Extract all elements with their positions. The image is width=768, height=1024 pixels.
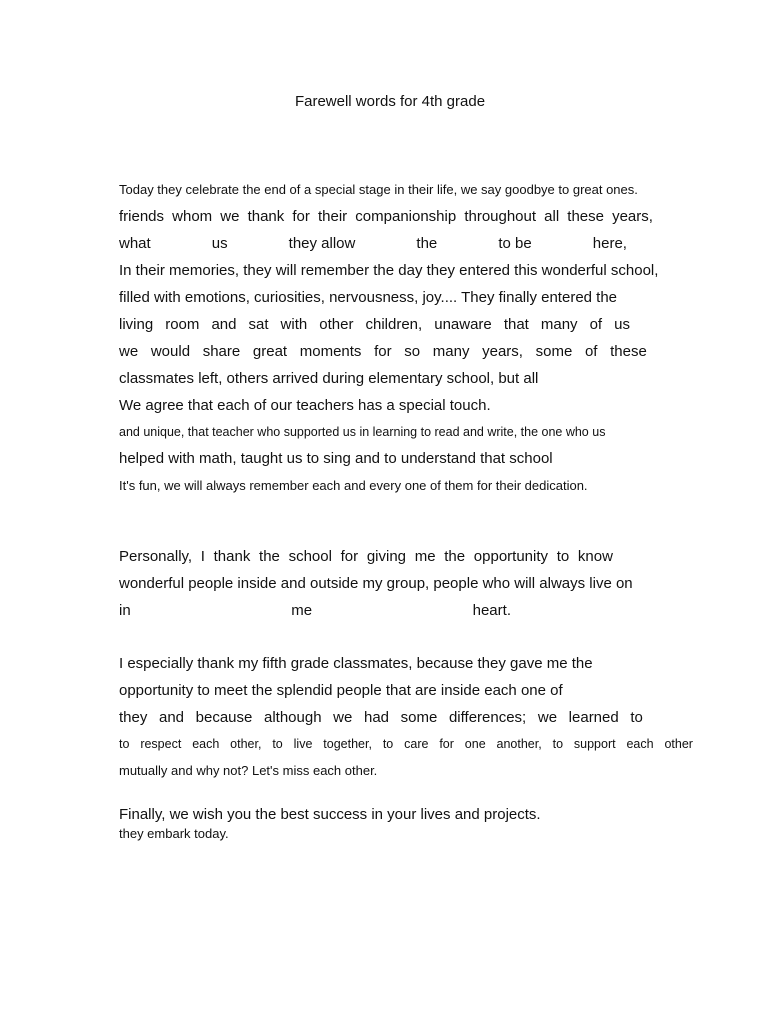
word: the (259, 548, 280, 565)
word: each (626, 737, 654, 751)
paragraph-1-line-10: and unique, that teacher who supported us in learning to read and write, the one who us (119, 425, 606, 439)
word: us (211, 235, 228, 252)
word: to (272, 737, 283, 751)
word: although (263, 709, 322, 726)
word: the (444, 548, 466, 565)
word: room (165, 316, 200, 333)
word: they (119, 709, 148, 726)
word: learned (568, 709, 619, 726)
word: other (319, 316, 354, 333)
word: support (573, 737, 616, 751)
word: moments (299, 343, 362, 360)
word: the (416, 235, 438, 252)
word: here, (592, 235, 627, 252)
paragraph-1-line-4: In their memories, they will remember the day they entered this wonderful school, (119, 262, 659, 279)
word: would (150, 343, 191, 360)
word: had (363, 709, 390, 726)
word: care (404, 737, 429, 751)
paragraph-1-line-3 (119, 235, 627, 253)
word: to (556, 548, 570, 565)
word: school (288, 548, 332, 565)
word: to (382, 737, 394, 751)
word: to (552, 737, 564, 751)
paragraph-1-line-12: It's fun, we will always remember each and every one of them for their dedication. (119, 478, 588, 493)
word: know (577, 548, 613, 565)
word: we (220, 208, 240, 225)
paragraph-1-line-1: Today they celebrate the end of a special stage in their life, we say goodbye to great ones. (119, 182, 638, 197)
word: Personally, (119, 548, 193, 565)
word: to (119, 737, 130, 751)
word: of (589, 316, 603, 333)
word: respect (140, 737, 182, 751)
paragraph-2-line-3 (119, 602, 511, 620)
word: share (202, 343, 241, 360)
paragraph-1-line-5: filled with emotions, curiosities, nervousness, joy.... They finally entered the (119, 289, 618, 306)
paragraph-4-line-2: they embark today. (119, 826, 229, 841)
word: many (432, 343, 470, 360)
word: so (404, 343, 421, 360)
paragraph-1-line-9: We agree that each of our teachers has a special touch. (119, 397, 491, 414)
word: living (119, 316, 154, 333)
paragraph-3-line-2: opportunity to meet the splendid people that are inside each one of (119, 682, 563, 699)
word: some (535, 343, 573, 360)
word: these (610, 343, 647, 360)
word: they allow (288, 235, 356, 252)
word: giving (366, 548, 407, 565)
word: their (318, 208, 348, 225)
word: thank (213, 548, 251, 565)
word: for (340, 548, 359, 565)
word: each (192, 737, 220, 751)
word: thank (247, 208, 285, 225)
word: years, (612, 208, 653, 225)
word: live (293, 737, 313, 751)
word: me (414, 548, 436, 565)
paragraph-4-line-1: Finally, we wish you the best success in your lives and projects. (119, 806, 541, 823)
word: me (291, 602, 313, 619)
word: heart. (472, 602, 511, 619)
word: because (195, 709, 253, 726)
paragraph-3-line-4 (119, 735, 693, 753)
word: for (292, 208, 310, 225)
word: another, (496, 737, 542, 751)
paragraph-3-line-1: I especially thank my fifth grade classmates, because they gave me the (119, 655, 593, 672)
word: other (664, 737, 693, 751)
word: I (200, 548, 205, 565)
word: opportunity (473, 548, 549, 565)
paragraph-1-line-8: classmates left, others arrived during elementary school, but all (119, 370, 539, 387)
paragraph-2-line-2: wonderful people inside and outside my group, people who will always live on (119, 575, 633, 592)
word: whom (172, 208, 213, 225)
word: together, (323, 737, 372, 751)
paragraph-1-line-7 (119, 343, 647, 361)
word: us (614, 316, 630, 333)
word: differences; (448, 709, 527, 726)
word: unaware (434, 316, 492, 333)
word: children, (365, 316, 423, 333)
word: for (374, 343, 392, 360)
paragraph-1-line-11: helped with math, taught us to sing and to understand that school (119, 450, 553, 467)
paragraph-3-line-5: mutually and why not? Let's miss each other. (119, 763, 378, 778)
word: to (630, 709, 643, 726)
word: years, (482, 343, 523, 360)
word: other, (230, 737, 262, 751)
word: what (119, 235, 151, 252)
word: all (544, 208, 560, 225)
document-title: Farewell words for 4th grade (294, 93, 486, 110)
word: for (439, 737, 454, 751)
word: we (333, 709, 353, 726)
word: in (119, 602, 131, 619)
word: throughout (464, 208, 537, 225)
paragraph-2-line-1 (119, 548, 613, 566)
word: and (211, 316, 237, 333)
word: friends (119, 208, 165, 225)
word: many (540, 316, 578, 333)
word: and (158, 709, 185, 726)
word: with (280, 316, 308, 333)
word: companionship (355, 208, 457, 225)
word: some (400, 709, 438, 726)
word: sat (248, 316, 269, 333)
word: these (567, 208, 604, 225)
word: we (119, 343, 139, 360)
paragraph-1-line-2 (119, 208, 653, 226)
word: we (537, 709, 558, 726)
word: that (503, 316, 529, 333)
word: to be (498, 235, 532, 252)
word: of (584, 343, 598, 360)
paragraph-1-line-6 (119, 316, 630, 334)
paragraph-3-line-3 (119, 709, 643, 727)
word: one (464, 737, 486, 751)
word: great (252, 343, 288, 360)
